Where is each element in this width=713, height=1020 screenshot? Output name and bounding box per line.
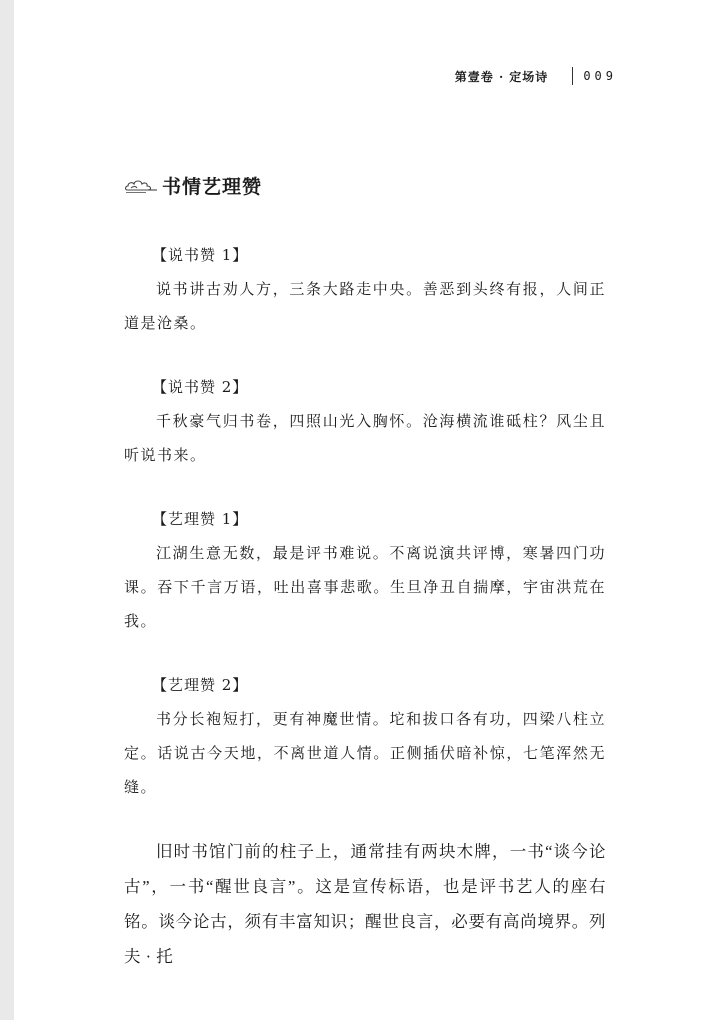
verse-heading: 【艺理赞 2】: [152, 676, 249, 694]
verse-text: 千秋豪气归书卷，四照山光入胸怀。沧海横流谁砥柱？风尘且听说书来。: [124, 412, 606, 464]
header-divider: [572, 67, 573, 85]
running-header: [455, 66, 617, 86]
page-content: [124, 238, 606, 974]
cloud-icon: [124, 177, 158, 195]
verse-text: 书分长袍短打，更有神魔世情。坨和拔口各有功，四梁八柱立定。话说古今天地，不离世道人情。正侧插伏暗补惊，七笔浑然无缝。: [124, 710, 606, 796]
section-title: 书情艺理赞: [162, 176, 263, 198]
section-heading: [124, 172, 262, 199]
chapter-title: 第壹卷 · 定场诗: [454, 69, 549, 84]
page-gutter: [0, 0, 14, 1020]
verse-block: [124, 668, 606, 804]
verse-block: [124, 370, 606, 472]
verse-block: [124, 502, 606, 638]
verse-heading: 【说书赞 1】: [152, 246, 249, 264]
verse-block: [124, 238, 606, 340]
verse-text: 说书讲古劝人方，三条大路走中央。善恶到头终有报，人间正道是沧桑。: [124, 280, 606, 332]
verse-heading: 【说书赞 2】: [152, 378, 249, 396]
page-number: 009: [583, 69, 617, 83]
verse-heading: 【艺理赞 1】: [152, 510, 249, 528]
verse-text: 江湖生意无数，最是评书难说。不离说演共评博，寒暑四门功课。吞下千言万语，吐出喜事悲歌。生旦净丑自揣摩，宇宙洪荒在我。: [124, 544, 606, 630]
prose-paragraph: 旧时书馆门前的柱子上，通常挂有两块木牌，一书“谈今论古”，一书“醒世良言”。这是宣传标语，也是评书艺人的座右铭。谈今论古，须有丰富知识；醒世良言，必要有高尚境界。列夫 · 托: [124, 842, 606, 966]
